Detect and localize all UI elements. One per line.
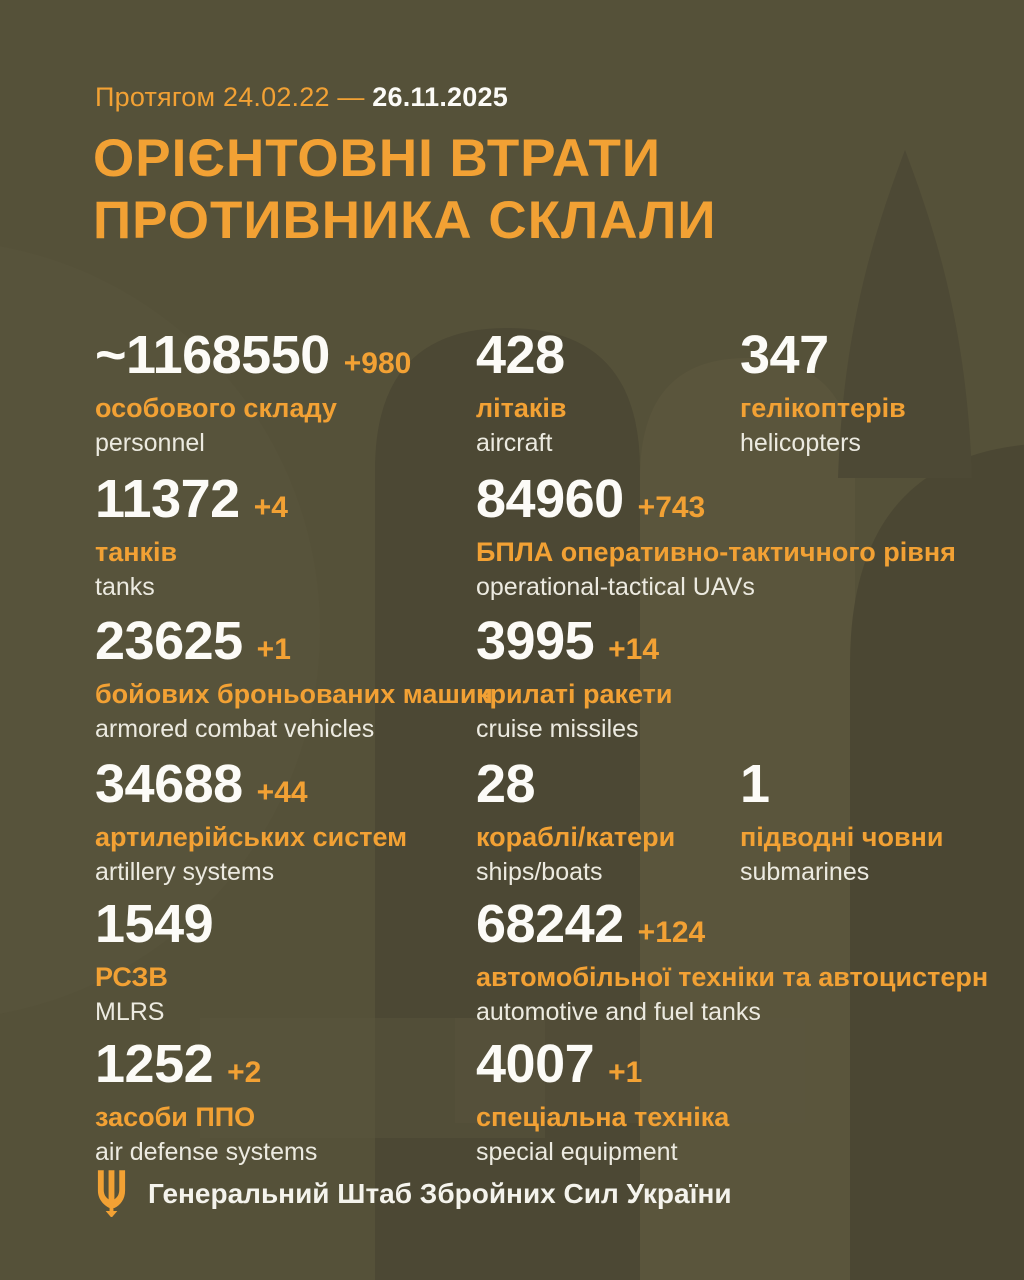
stat-label-uk: танків [95, 537, 178, 567]
stat-value: 84960 [476, 469, 624, 529]
title-line-1: ОРІЄНТОВНІ ВТРАТИ [93, 129, 661, 188]
stat-delta: +2 [227, 1056, 262, 1089]
stat-value: ~1168550 [95, 325, 330, 385]
stat-label-uk: засоби ППО [95, 1102, 256, 1132]
stat-label-en: operational-tactical UAVs [476, 573, 755, 601]
stat-value: 347 [740, 325, 829, 385]
stat-number-row [476, 611, 673, 671]
stat-label-en: automotive and fuel tanks [476, 998, 761, 1026]
reporting-period [95, 82, 508, 113]
stat-delta: +124 [637, 916, 706, 949]
stat-value: 428 [476, 325, 565, 385]
stat-aircraft [476, 325, 579, 457]
stat-label-uk: гелікоптерів [740, 393, 906, 423]
stat-delta: +44 [256, 776, 308, 809]
stat-label-uk: підводні човни [740, 822, 944, 852]
title-line-2: ПРОТИВНИКА СКЛАЛИ [93, 191, 717, 250]
stat-delta: +14 [608, 633, 660, 666]
stat-number-row [95, 611, 493, 671]
stat-label-uk: спеціальна техніка [476, 1102, 730, 1132]
stat-number-row [95, 1034, 317, 1094]
stat-value: 23625 [95, 611, 243, 671]
stat-delta: +1 [608, 1056, 643, 1089]
stat-ships [476, 754, 676, 886]
stat-label-en: armored combat vehicles [95, 715, 375, 743]
stat-label-en: special equipment [476, 1138, 678, 1166]
stat-number-row [476, 1034, 729, 1094]
stat-personnel [95, 325, 412, 457]
stat-label-en: aircraft [476, 429, 553, 457]
stat-value: 4007 [476, 1034, 595, 1094]
page-title [93, 128, 716, 252]
stat-cruise-missiles [476, 611, 673, 743]
stat-value: 1549 [95, 894, 214, 954]
stat-label-en: ships/boats [476, 858, 603, 886]
stat-number-row [476, 894, 988, 954]
stat-number-row [95, 754, 407, 814]
stat-number-row [740, 325, 906, 385]
stat-number-row [476, 754, 675, 814]
stat-value: 34688 [95, 754, 243, 814]
stat-label-uk: особового складу [95, 393, 337, 423]
footer [95, 1170, 732, 1217]
stat-label-en: air defense systems [95, 1138, 318, 1166]
stat-value: 1 [740, 754, 770, 814]
stat-label-en: submarines [740, 858, 870, 886]
stat-value: 11372 [95, 469, 240, 529]
stat-label-en: tanks [95, 573, 155, 601]
stat-label-en: helicopters [740, 429, 861, 457]
stat-armored-vehicles [95, 611, 493, 743]
stat-label-en: cruise missiles [476, 715, 639, 743]
stat-air-defense [95, 1034, 318, 1166]
stat-number-row [476, 469, 956, 529]
stat-label-uk: кораблі/катери [476, 822, 676, 852]
stat-number-row [476, 325, 579, 385]
stat-label-uk: крилаті ракети [476, 679, 673, 709]
report-date: 26.11.2025 [372, 82, 508, 112]
stat-label-en: personnel [95, 429, 205, 457]
stat-label-uk: бойових броньованих машин [95, 679, 493, 709]
stat-value: 3995 [476, 611, 595, 671]
tryzub-icon [95, 1170, 128, 1217]
stat-number-row [95, 894, 227, 954]
stat-helicopters [740, 325, 906, 457]
stat-artillery [95, 754, 408, 886]
stat-delta: +743 [637, 491, 706, 524]
stat-label-uk: артилерійських систем [95, 822, 408, 852]
stat-delta: +1 [256, 633, 291, 666]
stat-submarines [740, 754, 944, 886]
stat-number-row [95, 325, 412, 385]
stat-mlrs [95, 894, 227, 1026]
stat-label-en: MLRS [95, 998, 165, 1026]
stat-value: 68242 [476, 894, 624, 954]
stat-tanks [95, 469, 288, 601]
stat-automotive [476, 894, 989, 1026]
organization-name: Генеральний Штаб Збройних Сил України [148, 1177, 732, 1209]
stat-value: 28 [476, 754, 536, 814]
stat-label-uk: РСЗВ [95, 962, 168, 992]
stat-label-uk: автомобільної техніки та автоцистерн [476, 962, 989, 992]
stat-label-en: artillery systems [95, 858, 275, 886]
stat-label-uk: БПЛА оперативно-тактичного рівня [476, 537, 956, 567]
stat-number-row [740, 754, 943, 814]
period-prefix: Протягом 24.02.22 — [95, 82, 365, 112]
stat-number-row [95, 469, 288, 529]
stat-delta: +4 [253, 491, 288, 524]
stat-value: 1252 [95, 1034, 214, 1094]
stat-special-equipment [476, 1034, 730, 1166]
stat-delta: +980 [343, 347, 412, 380]
stat-label-uk: літаків [476, 393, 567, 423]
stat-uavs [476, 469, 956, 601]
